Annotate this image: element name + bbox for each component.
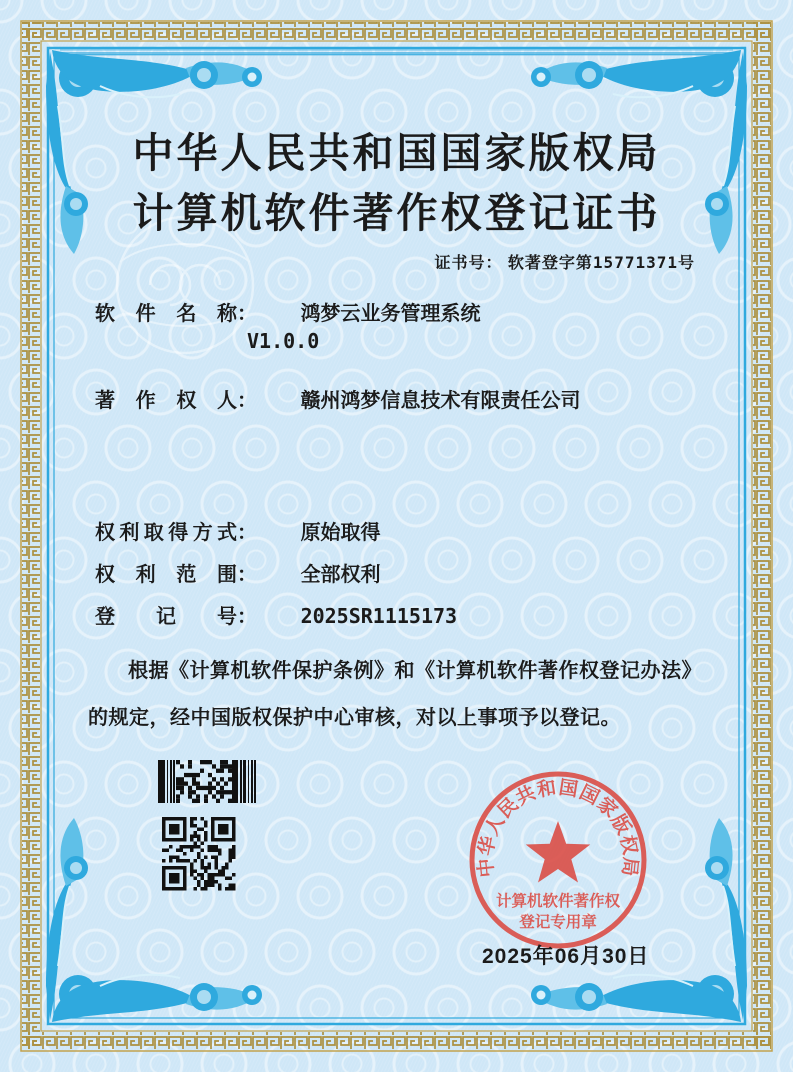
statement-paragraph: 根据《计算机软件保护条例》和《计算机软件著作权登记办法》的规定，经中国版权保护中心审核，对以上事项予以登记。 bbox=[88, 660, 702, 729]
official-seal bbox=[463, 765, 653, 955]
field-row-software-name bbox=[95, 297, 481, 326]
field-colon: ： bbox=[237, 564, 257, 586]
seal-line2: 登记专用章 bbox=[519, 914, 597, 931]
field-label: 登记号 bbox=[95, 606, 237, 628]
barcode bbox=[158, 760, 273, 803]
field-colon: ： bbox=[237, 390, 257, 412]
field-colon: ： bbox=[237, 303, 257, 325]
field-label: 软件名称 bbox=[95, 303, 237, 325]
field-label: 权利取得方式 bbox=[95, 522, 237, 544]
certificate-number-value: 软著登字第15771371号 bbox=[507, 253, 695, 272]
field-label: 著作权人 bbox=[95, 390, 237, 412]
issue-date: 2025年06月30日 bbox=[482, 945, 650, 968]
field-colon: ： bbox=[237, 522, 257, 544]
seal-arc-text: 中华人民共和国国家版权局 bbox=[475, 777, 641, 879]
certificate-subtitle: 计算机软件著作权登记证书 bbox=[132, 190, 661, 236]
field-row-registration-number bbox=[95, 600, 457, 629]
certificate-title: 中华人民共和国国家版权局 bbox=[132, 130, 661, 176]
field-row-scope bbox=[95, 558, 381, 587]
field-value-copyright-owner: 赣州鸿梦信息技术有限责任公司 bbox=[300, 390, 581, 412]
qr-code bbox=[162, 817, 236, 891]
field-value-software-name: 鸿梦云业务管理系统 bbox=[300, 303, 481, 325]
field-value-registration-number: 2025SR1115173 bbox=[300, 604, 458, 628]
field-value-acquisition: 原始取得 bbox=[300, 522, 381, 544]
field-row-copyright-owner bbox=[95, 384, 581, 413]
field-colon: ： bbox=[237, 606, 257, 628]
field-row-acquisition bbox=[95, 516, 381, 545]
field-value-scope: 全部权利 bbox=[300, 564, 381, 586]
certificate-number-label: 证书号： bbox=[434, 255, 503, 272]
certificate-number bbox=[434, 250, 695, 273]
software-version: V1.0.0 bbox=[247, 329, 320, 353]
field-label: 权利范围 bbox=[95, 564, 237, 586]
seal-line1: 计算机软件著作权 bbox=[495, 893, 621, 910]
seal-star-icon bbox=[526, 821, 591, 883]
